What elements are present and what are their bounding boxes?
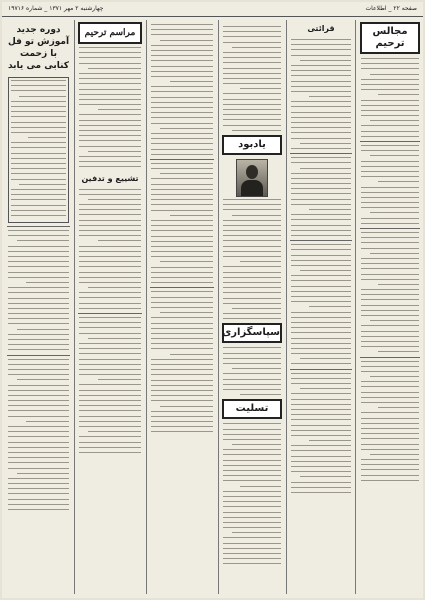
text-block (79, 47, 141, 167)
divider (7, 226, 70, 227)
divider (290, 153, 352, 154)
column-2 (288, 20, 354, 594)
column-5 (76, 20, 144, 594)
column-title: قرائتی (307, 24, 335, 33)
text-block (361, 58, 419, 137)
page-label: صفحه ۲۲ _ اطلاعات (365, 5, 417, 12)
section-banner-thanks: سپاسگزاری (222, 323, 282, 343)
divider (360, 141, 420, 142)
text-block (361, 232, 419, 352)
text-block (361, 361, 419, 481)
text-block (291, 244, 351, 364)
newspaper-page (2, 2, 423, 598)
column-4 (148, 20, 216, 594)
divider (360, 357, 420, 358)
divider (150, 159, 214, 160)
section-headline: تشییع و تدفین (81, 173, 139, 183)
text-block (223, 347, 281, 395)
column-3 (220, 20, 284, 594)
text-block (79, 317, 141, 453)
text-block (291, 373, 351, 493)
text-block (361, 145, 419, 224)
column-rule (286, 20, 287, 594)
text-block (151, 291, 213, 432)
article-headline: دوره جدید آموزش تو فل با زحمت کنابی می یابد (7, 25, 70, 71)
text-block (79, 189, 141, 309)
divider (360, 228, 420, 229)
divider (78, 313, 142, 314)
divider (290, 240, 352, 241)
text-block (291, 39, 351, 149)
divider (7, 355, 70, 356)
column-6 (5, 20, 72, 594)
section-banner-memorial: یادبود (222, 135, 282, 155)
text-block (223, 423, 281, 564)
text-block (151, 163, 213, 283)
page-header (2, 2, 423, 17)
column-1 (358, 20, 422, 594)
column-rule (355, 20, 356, 594)
section-banner-condolence: تسلیت (222, 399, 282, 419)
issue-line: چهارشنبه ۲ مهر ۱۳۷۱ _ شماره ۱۹۷۱۶ (8, 5, 104, 12)
column-rule (218, 20, 219, 594)
column-rule (74, 20, 75, 594)
divider (150, 287, 214, 288)
section-banner-memorial-ceremony: مراسم ترحیم (78, 22, 142, 44)
text-block (223, 26, 281, 131)
article-box (8, 77, 69, 223)
portrait-photo (236, 159, 268, 197)
divider (290, 369, 352, 370)
text-block (291, 157, 351, 236)
text-block (151, 24, 213, 155)
text-block (223, 199, 281, 319)
section-banner-memorial-services: مجالس ترحیم (360, 22, 420, 54)
text-block (8, 230, 69, 350)
column-rule (146, 20, 147, 594)
text-block (8, 359, 69, 510)
